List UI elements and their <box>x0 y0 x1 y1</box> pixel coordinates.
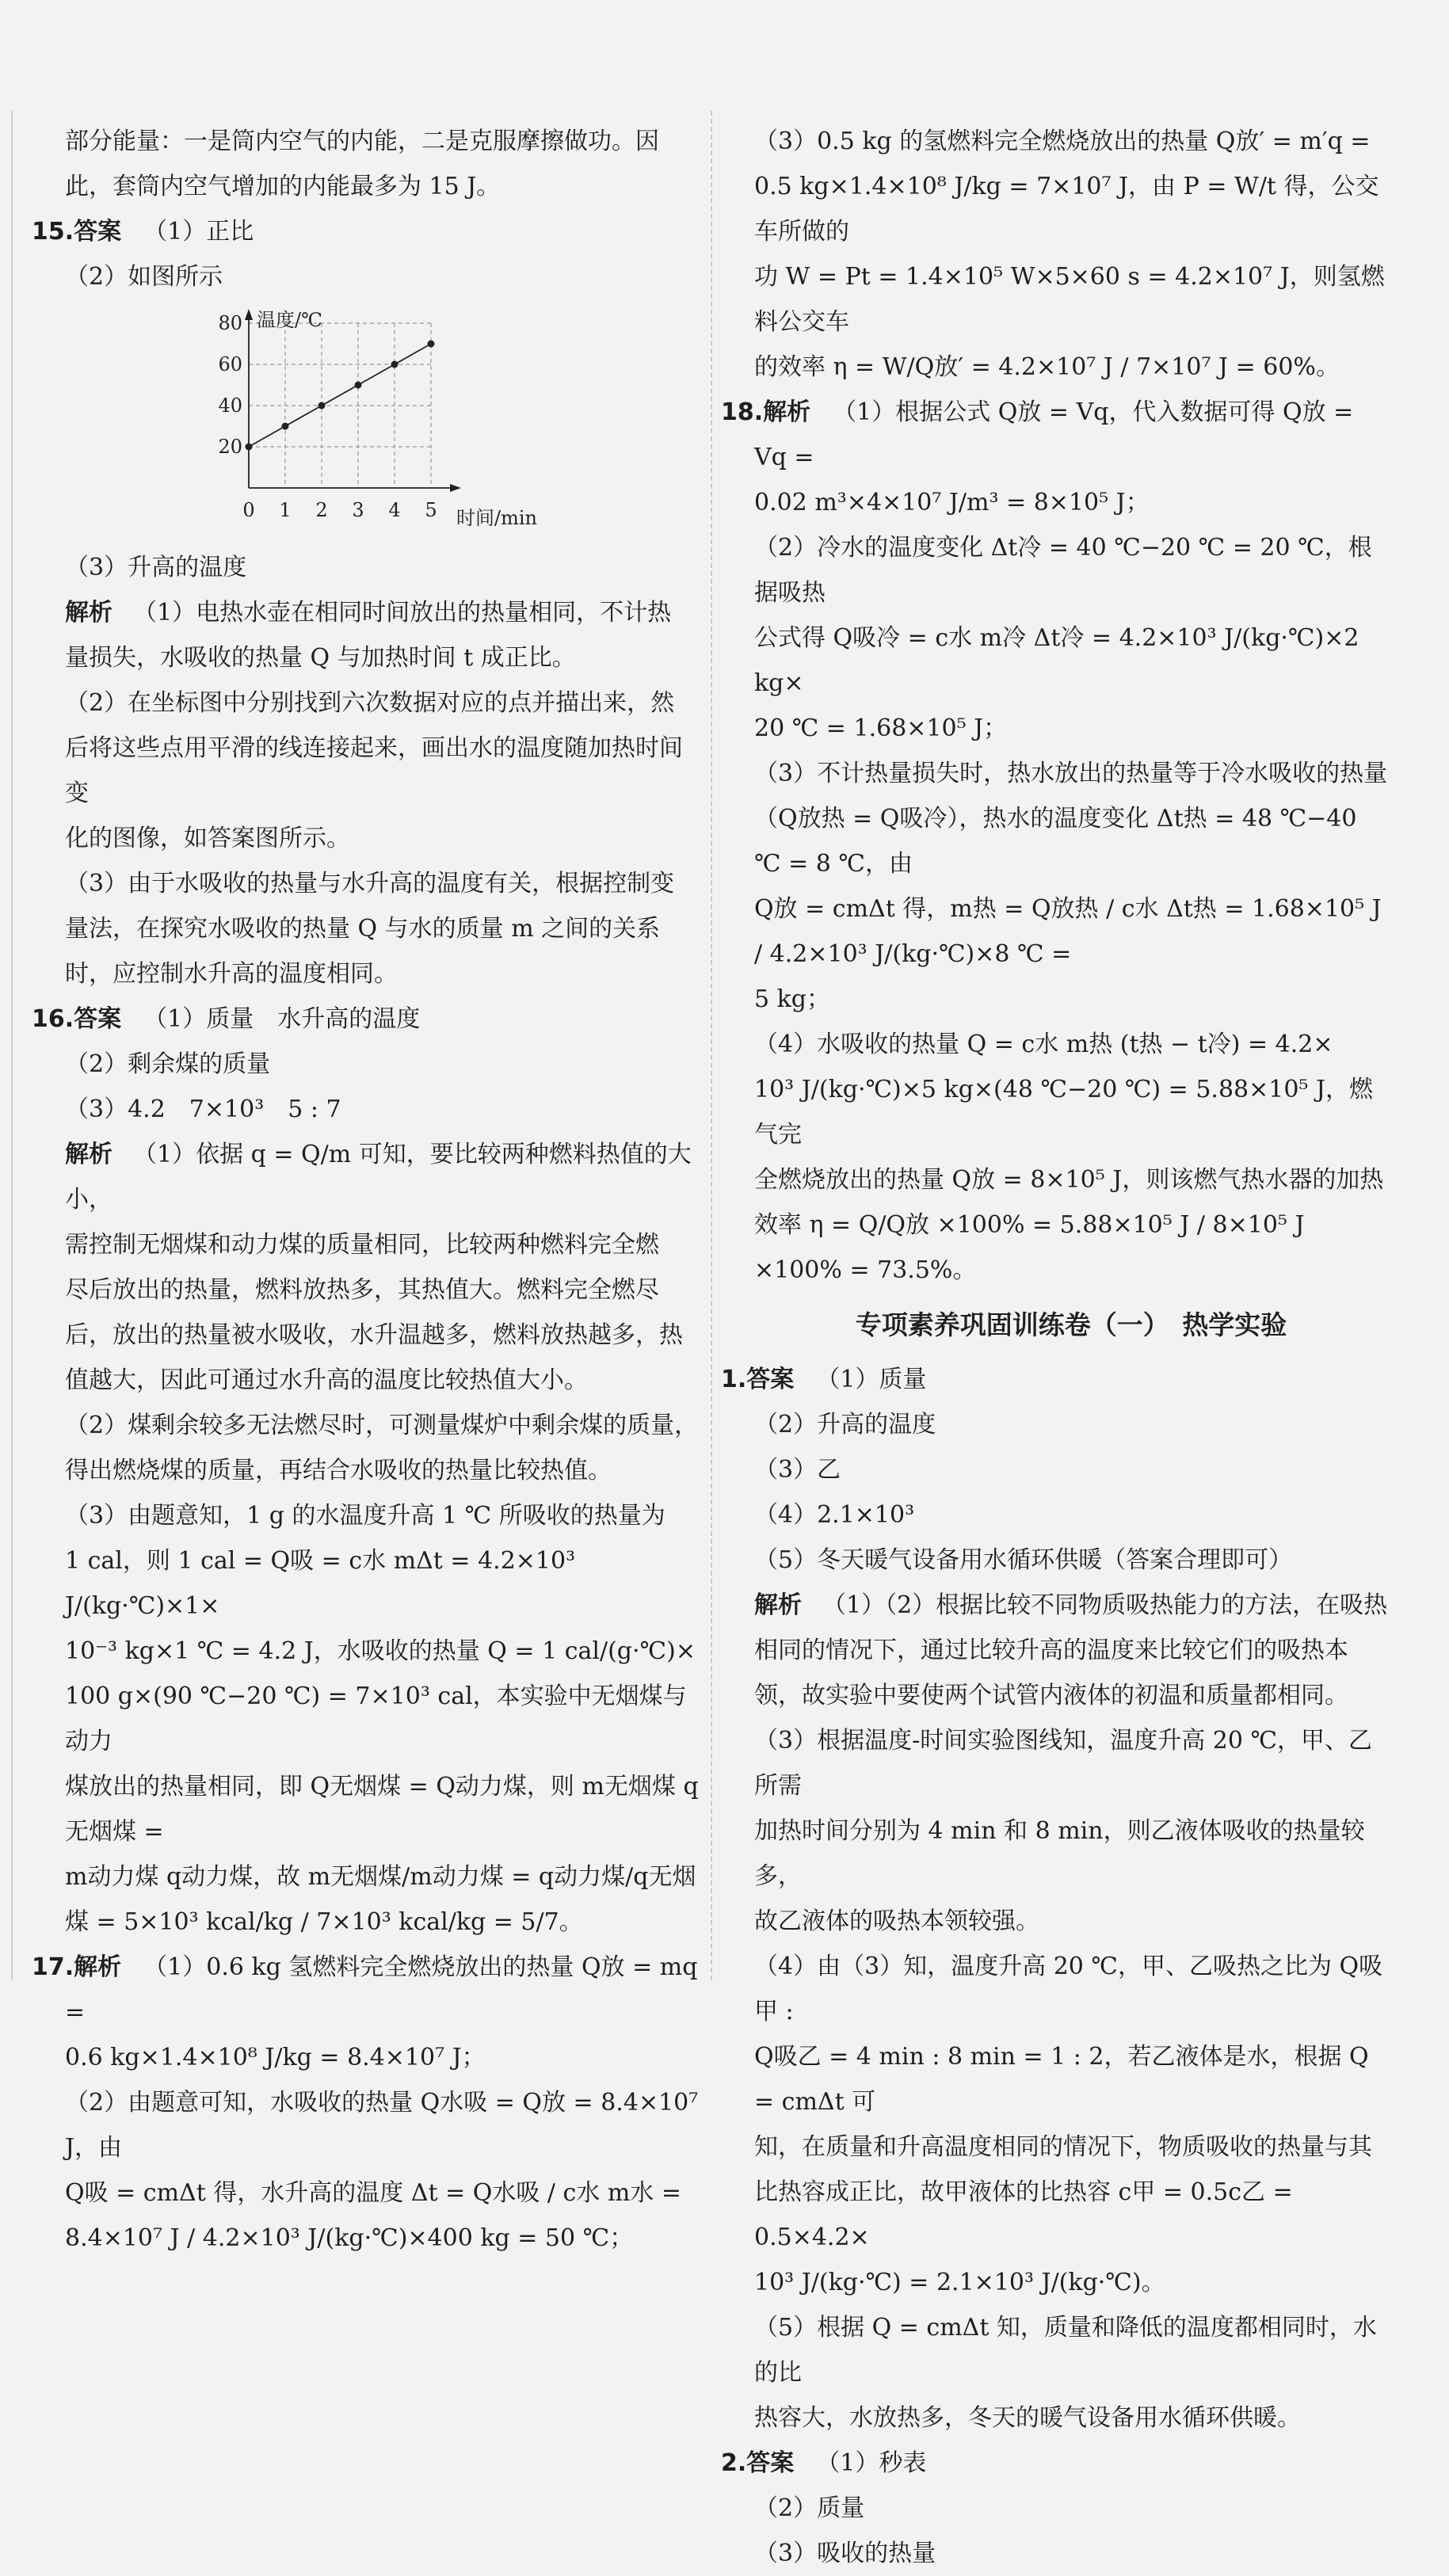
question-heading <box>721 1357 1388 1402</box>
y-tick-label: 40 <box>218 394 242 417</box>
text-line: 10³ J/(kg·℃)×5 kg×(48 ℃−20 ℃) = 5.88×10⁵ J，燃气完 <box>754 1076 1374 1149</box>
question-heading <box>32 996 699 1042</box>
text-line: 10⁻³ kg×1 ℃ = 4.2 J，水吸收的热量 Q = 1 cal/(g·℃)× <box>65 1637 696 1665</box>
text-line: 此，套筒内空气增加的内能最多为 15 J。 <box>65 173 501 200</box>
text-line: 尽后放出的热量，燃料放热多，其热值大。燃料完全燃尽 <box>65 1276 659 1304</box>
text-line: （Q放热 = Q吸冷），热水的温度变化 Δt热 = 48 ℃−40 ℃ = 8 ℃，由 <box>754 805 1357 878</box>
data-point <box>282 423 289 430</box>
text-line: Q放 = cmΔt 得，m热 = Q放热 / c水 Δt热 = 1.68×10⁵ J / 4.2×10³ J/(kg·℃)×8 ℃ = <box>754 895 1382 968</box>
text-line: （4）水吸收的热量 Q = c水 m热 (t热 − t冷) = 4.2× <box>754 1031 1333 1058</box>
data-point <box>318 402 326 410</box>
analysis-text: （1）（2）根据比较不同物质吸热能力的方法，在吸热 <box>822 1591 1388 1619</box>
text-line: 知，在质量和升高温度相同的情况下，物质吸收的热量与其 <box>754 2133 1372 2161</box>
data-point <box>246 444 253 451</box>
text-line: 时，应控制水升高的温度相同。 <box>65 960 398 988</box>
text-line: 热容大，水放热多，冬天的暖气设备用水循环供暖。 <box>754 2404 1301 2432</box>
question-text: （1）正比 <box>143 218 254 246</box>
question-heading <box>721 390 1388 480</box>
question-text: （1）秒表 <box>816 2449 927 2477</box>
answer-keyword: 答案 <box>74 1005 122 1033</box>
question-number: 15. <box>32 218 74 246</box>
text-line: 后，放出的热量被水吸收，水升温越多，燃料放热越多，热 <box>65 1321 683 1349</box>
text-line: （2）剩余煤的质量 <box>65 1050 271 1078</box>
analysis-line <box>754 1583 1388 1628</box>
text-line: （5）根据 Q = cmΔt 知，质量和降低的温度都相同时，水的比 <box>754 2314 1377 2387</box>
left-column <box>32 119 699 2261</box>
text-line: 量法，在探究水吸收的热量 Q 与水的质量 m 之间的关系 <box>65 915 661 943</box>
question-text: （1）0.6 kg 氢燃料完全燃烧放出的热量 Q放 = mq = <box>65 1953 698 2026</box>
section-title: 专项素养巩固训练卷（一） 热学实验 <box>855 1309 1287 1340</box>
x-tick-label: 1 <box>279 499 292 521</box>
question-number: 2. <box>721 2449 747 2477</box>
text-line: （4）由（3）知，温度升高 20 ℃，甲、乙吸热之比为 Q吸甲 : <box>754 1953 1383 2025</box>
text-line: （2）升高的温度 <box>754 1411 936 1439</box>
text-line: 领，故实验中要使两个试管内液体的初温和质量都相同。 <box>754 1682 1348 1709</box>
text-line: 8.4×10⁷ J / 4.2×10³ J/(kg·℃)×400 kg = 50 ℃； <box>65 2224 634 2252</box>
y-tick-label: 20 <box>218 436 242 458</box>
page-edge-line <box>11 111 13 1980</box>
data-point <box>391 361 398 368</box>
question-number: 1. <box>721 1366 747 1393</box>
text-line: （3）根据温度-时间实验图线知，温度升高 20 ℃，甲、乙所需 <box>754 1727 1373 1800</box>
x-tick-label: 3 <box>352 499 364 521</box>
text-line: （3）吸收的热量 <box>754 2540 936 2567</box>
chart-container <box>208 304 556 542</box>
answer-keyword: 答案 <box>74 218 122 246</box>
text-line: 煤放出的热量相同，即 Q无烟煤 = Q动力煤，则 m无烟煤 q无烟煤 = <box>65 1773 699 1846</box>
text-line: （2）在坐标图中分别找到六次数据对应的点并描出来，然 <box>65 689 675 717</box>
text-line: 效率 η = Q/Q放 ×100% = 5.88×10⁵ J / 8×10⁵ J ×100% = 73.5%。 <box>754 1211 1305 1284</box>
text-line: 化的图像，如答案图所示。 <box>65 825 350 852</box>
answer-keyword: 答案 <box>746 1366 795 1393</box>
text-line: （3）由于水吸收的热量与水升高的温度有关，根据控制变 <box>65 870 675 897</box>
text-line: 需控制无烟煤和动力煤的质量相同，比较两种燃料完全燃 <box>65 1231 659 1259</box>
analysis-keyword: 解析 <box>65 1141 112 1168</box>
text-line: Q吸 = cmΔt 得，水升高的温度 Δt = Q水吸 / c水 m水 = <box>65 2179 682 2207</box>
text-line: 1 cal，则 1 cal = Q吸 = c水 mΔt = 4.2×10³ J/(kg·℃)×1× <box>65 1547 576 1620</box>
text-line: （2）质量 <box>754 2494 865 2522</box>
text-line: （3）不计热量损失时，热水放出的热量等于冷水吸收的热量 <box>754 760 1388 787</box>
data-line <box>249 344 431 447</box>
temperature-time-chart <box>208 304 556 542</box>
text-line: （3）由题意知，1 g 的水温度升高 1 ℃ 所吸收的热量为 <box>65 1502 665 1530</box>
text-line: 加热时间分别为 4 min 和 8 min，则乙液体吸收的热量较多， <box>754 1817 1365 1890</box>
text-line: 得出燃烧煤的质量，再结合水吸收的热量比较热值。 <box>65 1457 612 1484</box>
question-text: （1）质量 水升高的温度 <box>143 1005 421 1033</box>
y-axis-arrow <box>245 309 253 320</box>
text-line: （3）4.2 7×10³ 5 : 7 <box>65 1096 341 1123</box>
text-line: 量损失，水吸收的热量 Q 与加热时间 t 成正比。 <box>65 644 576 672</box>
x-axis-label: 时间/min <box>456 507 537 529</box>
right-column <box>721 119 1388 2576</box>
question-text: （1）根据公式 Q放 = Vq，代入数据可得 Q放 = Vq = <box>754 398 1354 471</box>
text-line: m动力煤 q动力煤，故 m无烟煤/m动力煤 = q动力煤/q无烟煤 = 5×10³ kcal/kg / 7×10³ kcal/kg = 5/7。 <box>65 1863 696 1936</box>
text-line: （3）乙 <box>754 1456 841 1484</box>
text-line: （2）煤剩余较多无法燃尽时，可测量煤炉中剩余煤的质量， <box>65 1412 699 1439</box>
text-line: 0.6 kg×1.4×10⁸ J/kg = 8.4×10⁷ J； <box>65 2044 486 2071</box>
text-line: 0.5 kg×1.4×10⁸ J/kg = 7×10⁷ J，由 P = W/t 得，公交车所做的 <box>754 173 1379 246</box>
text-line: （4）2.1×10³ <box>754 1501 915 1529</box>
text-line: （2）如图所示 <box>65 263 223 291</box>
analysis-keyword: 解析 <box>754 1591 802 1619</box>
question-heading <box>32 209 699 254</box>
y-tick-label: 60 <box>218 353 242 375</box>
text-line: Q吸乙 = 4 min : 8 min = 1 : 2，若乙液体是水，根据 Q = cmΔt 可 <box>754 2043 1369 2116</box>
text-line: 比热容成正比，故甲液体的比热容 c甲 = 0.5c乙 = 0.5×4.2× <box>754 2178 1293 2251</box>
text-line: 0.02 m³×4×10⁷ J/m³ = 8×10⁵ J； <box>754 489 1150 516</box>
text-line: 相同的情况下，通过比较升高的温度来比较它们的吸热本 <box>754 1637 1348 1664</box>
question-heading <box>721 2441 1388 2486</box>
question-text: （1）质量 <box>816 1366 927 1393</box>
x-tick-label: 4 <box>388 499 401 521</box>
x-tick-label: 0 <box>242 499 255 521</box>
question-number: 18. <box>721 398 764 426</box>
text-line: 公式得 Q吸冷 = c水 m冷 Δt冷 = 4.2×10³ J/(kg·℃)×2 kg× <box>754 624 1359 697</box>
analysis-line <box>65 1132 699 1222</box>
analysis-text: （1）依据 q = Q/m 可知，要比较两种燃料热值的大小， <box>65 1141 692 1214</box>
text-line: 10³ J/(kg·℃) = 2.1×10³ J/(kg·℃)。 <box>754 2269 1165 2296</box>
question-heading <box>32 1945 699 2035</box>
text-line: （3）0.5 kg 的氢燃料完全燃烧放出的热量 Q放′ = m′q = <box>754 128 1371 155</box>
text-line: 全燃烧放出的热量 Q放 = 8×10⁵ J，则该燃气热水器的加热 <box>754 1166 1384 1194</box>
text-line: （3）升高的温度 <box>65 554 247 581</box>
question-number: 17. <box>32 1953 74 1981</box>
text-line: 的效率 η = W/Q放′ = 4.2×10⁷ J / 7×10⁷ J = 60%。 <box>754 353 1340 381</box>
column-divider <box>711 111 712 1980</box>
x-tick-label: 2 <box>315 499 328 521</box>
question-number: 16. <box>32 1005 74 1033</box>
y-tick-label: 80 <box>218 312 242 334</box>
text-line: （2）由题意可知，水吸收的热量 Q水吸 = Q放 = 8.4×10⁷ J，由 <box>65 2089 699 2162</box>
text-line: （5）冬天暖气设备用水循环供暖（答案合理即可） <box>754 1546 1293 1574</box>
analysis-line <box>65 590 699 635</box>
data-point <box>428 341 435 348</box>
text-line: （2）冷水的温度变化 Δt冷 = 40 ℃−20 ℃ = 20 ℃，根据吸热 <box>754 534 1372 607</box>
x-axis-arrow <box>450 484 461 492</box>
data-point <box>355 382 362 389</box>
text-line: 后将这些点用平滑的线连接起来，画出水的温度随加热时间变 <box>65 734 683 807</box>
text-line: 20 ℃ = 1.68×10⁵ J； <box>754 714 1008 742</box>
text-line: 部分能量：一是筒内空气的内能，二是克服摩擦做功。因 <box>65 128 659 155</box>
text-line: 100 g×(90 ℃−20 ℃) = 7×10³ cal，本实验中无烟煤与动力 <box>65 1682 687 1755</box>
analysis-text: （1）电热水壶在相同时间放出的热量相同，不计热 <box>133 599 672 627</box>
y-axis-label: 温度/℃ <box>257 309 322 331</box>
answer-keyword: 解析 <box>763 398 811 426</box>
text-line: 故乙液体的吸热本领较强。 <box>754 1907 1039 1935</box>
text-line: 功 W = Pt = 1.4×10⁵ W×5×60 s = 4.2×10⁷ J，则氢燃料公交车 <box>754 263 1385 336</box>
x-tick-label: 5 <box>425 499 437 521</box>
answer-keyword: 解析 <box>74 1953 122 1981</box>
answer-keyword: 答案 <box>746 2449 795 2477</box>
analysis-keyword: 解析 <box>65 599 112 627</box>
text-line: 值越大，因此可通过水升高的温度比较热值大小。 <box>65 1366 588 1394</box>
text-line: 5 kg； <box>754 985 831 1013</box>
